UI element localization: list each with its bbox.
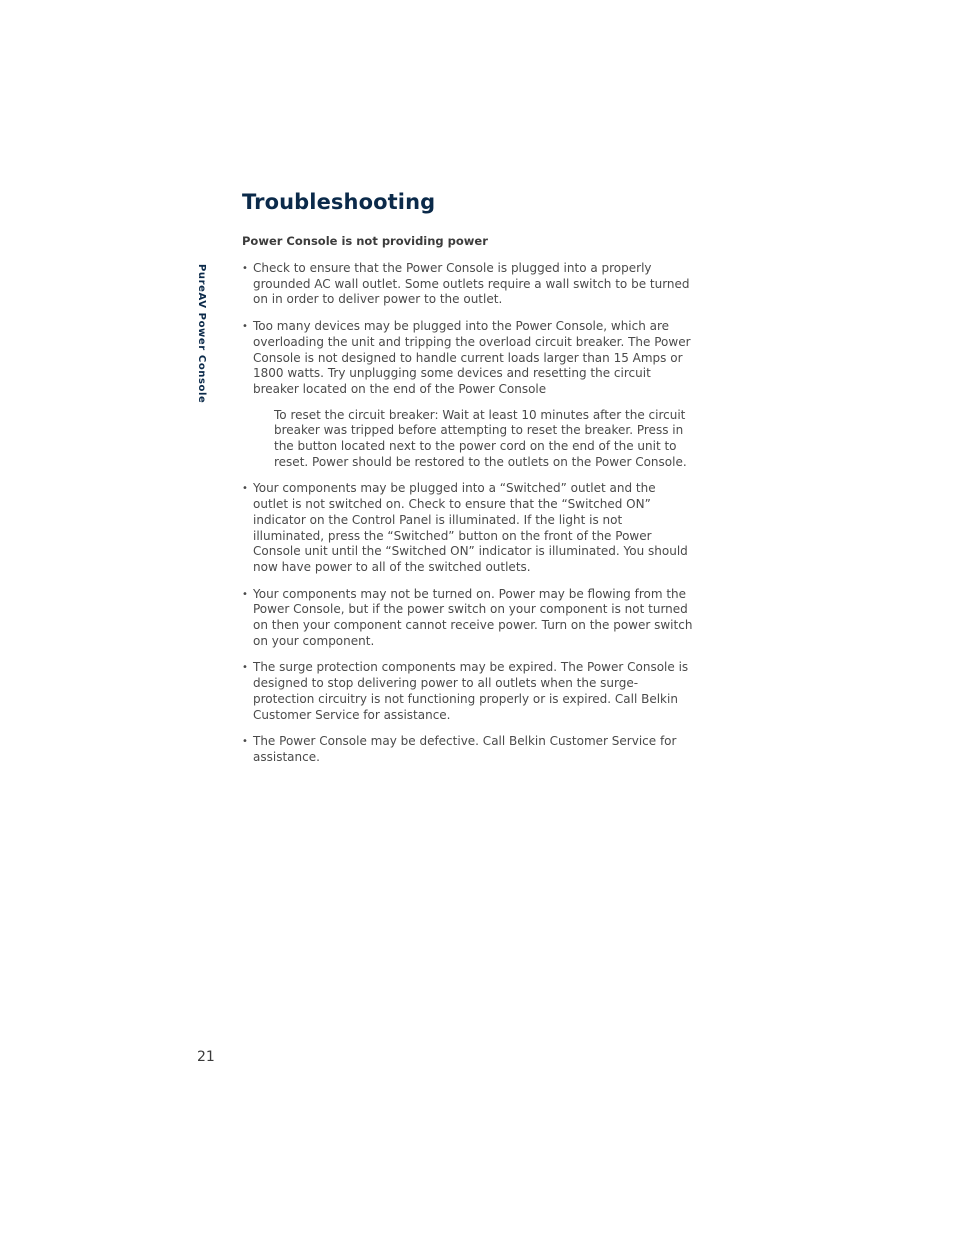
bullet-icon: • <box>242 483 248 495</box>
list-item-text: Your components may not be turned on. Power may be flowing from the Power Console, but if the power switch on your component is not turned on then your component cannot receive power. Turn on the power switch on your component. <box>253 586 693 648</box>
list-item <box>242 261 694 308</box>
list-item-text: Too many devices may be plugged into the Power Console, which are overloading the unit and tripping the overload circuit breaker. The Power Console is not designed to handle current loads larger than 15 Amps or 1800 watts. Try unplugging some devices and resetting the circuit breaker located on the end of the Power Console <box>253 319 691 396</box>
page-title: Troubleshooting <box>242 190 436 214</box>
list-item <box>242 481 694 575</box>
list-item-text: The Power Console may be defective. Call Belkin Customer Service for assistance. <box>253 734 677 764</box>
list-item <box>242 734 694 765</box>
section-heading: Power Console is not providing power <box>242 234 488 248</box>
bullet-icon: • <box>242 736 248 748</box>
reset-note: To reset the circuit breaker: Wait at least 10 minutes after the circuit breaker was tripped before attempting to reset the breaker. Press in the button located next to the power cord on the end of the unit to reset. Power should be restored to the outlets on the Power Console. <box>274 407 687 469</box>
list-item-text: Your components may be plugged into a “Switched” outlet and the outlet is not switched on. Check to ensure that the “Switched ON” indicator on the Control Panel is illuminated. If the light is not illuminated, press the “Switched” button on the front of the Power Console unit until the “Switched ON” indicator is illuminated. You should now have power to all of the switched outlets. <box>253 481 688 574</box>
bullet-icon: • <box>242 263 248 274</box>
list-item <box>242 587 694 650</box>
side-running-header: PureAV Power Console <box>196 264 207 404</box>
page-number: 21 <box>197 1049 215 1065</box>
troubleshooting-content <box>242 261 694 777</box>
list-item <box>242 319 694 470</box>
troubleshooting-list <box>242 261 694 766</box>
bullet-icon: • <box>242 588 248 600</box>
list-item-text: Check to ensure that the Power Console is plugged into a properly grounded AC wall outlet. Some outlets require a wall switch to be turned on in order to deliver power to the outlet. <box>253 261 690 307</box>
list-item-text: The surge protection components may be expired. The Power Console is designed to stop delivering power to all outlets when the surge-protection circuitry is not functioning properly or is expired. Call Belkin Customer Service for assistance. <box>253 660 689 722</box>
list-item <box>242 660 694 723</box>
bullet-icon: • <box>242 321 248 333</box>
bullet-icon: • <box>242 662 248 674</box>
